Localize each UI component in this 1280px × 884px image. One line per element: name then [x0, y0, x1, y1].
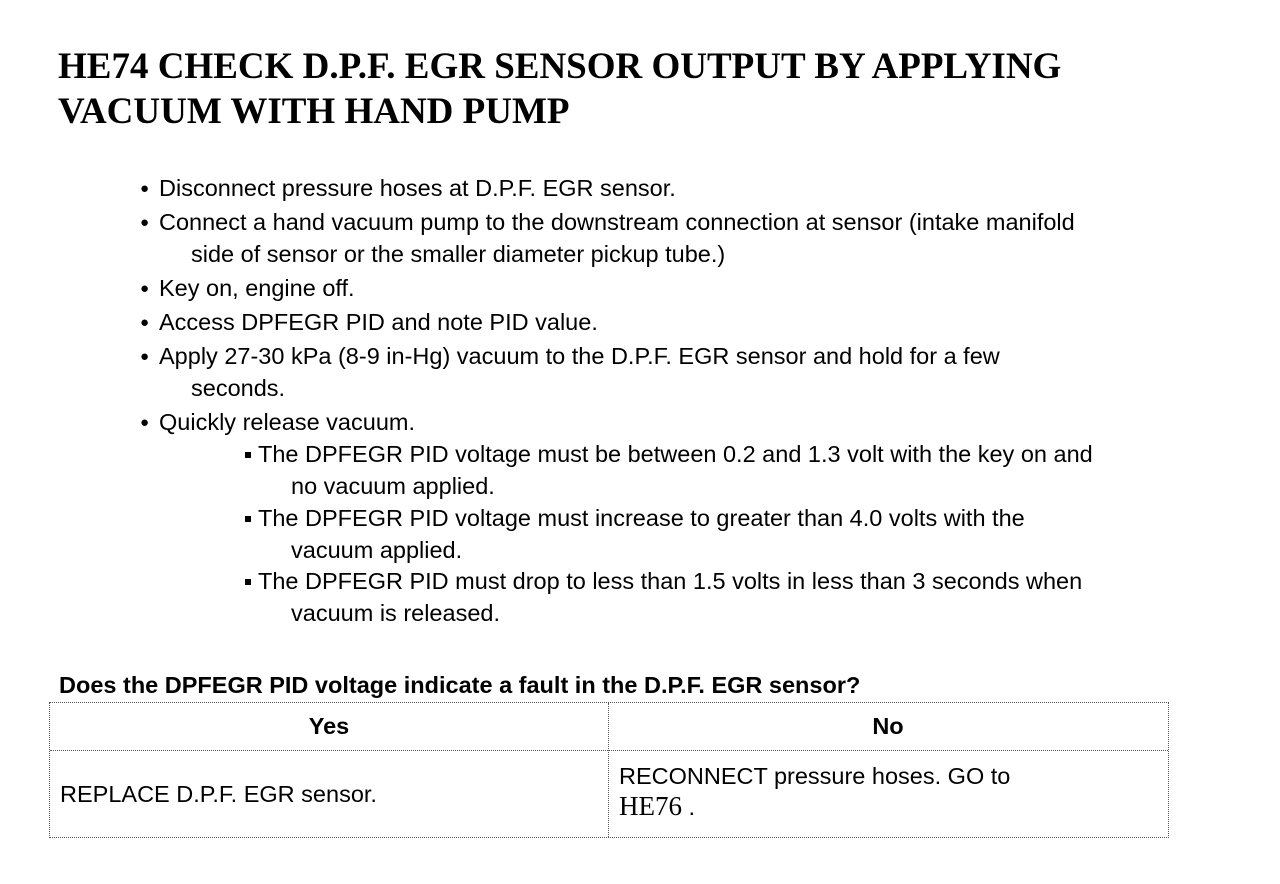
decision-table — [49, 702, 1169, 838]
bullet-icon: ● — [140, 180, 150, 197]
no-cell-goto — [619, 791, 1010, 822]
square-bullet-icon — [245, 579, 251, 585]
page-title — [58, 44, 1238, 134]
step-text: Connect a hand vacuum pump to the downstream connection at sensor (intake manifold — [159, 209, 1075, 235]
substep-text: The DPFEGR PID voltage must increase to greater than 4.0 volts with the — [258, 505, 1025, 531]
bullet-icon: ● — [140, 414, 150, 431]
title-line-2: VACUUM WITH HAND PUMP — [58, 91, 570, 132]
step-text: Quickly release vacuum. — [159, 409, 415, 435]
no-cell-text: RECONNECT pressure hoses. GO to — [619, 763, 1011, 789]
decision-question: Does the DPFEGR PID voltage indicate a fault in the D.P.F. EGR sensor? — [59, 672, 861, 698]
column-divider — [608, 703, 609, 837]
bullet-icon: ● — [140, 280, 150, 297]
step-text: Key on, engine off. — [159, 275, 355, 301]
substep-text: no vacuum applied. — [291, 473, 495, 499]
bullet-icon: ● — [140, 348, 150, 365]
step-text: Access DPFEGR PID and note PID value. — [159, 309, 598, 335]
substep-text: vacuum applied. — [291, 537, 463, 563]
step-text: Apply 27-30 kPa (8-9 in-Hg) vacuum to the D.P.F. EGR sensor and hold for a few — [159, 343, 1000, 369]
substep-text: The DPFEGR PID voltage must be between 0.2 and 1.3 volt with the key on and — [258, 441, 1093, 467]
title-line-1: HE74 CHECK D.P.F. EGR SENSOR OUTPUT BY APPLYING — [58, 46, 1062, 87]
no-header: No — [608, 703, 1168, 751]
yes-header: Yes — [50, 703, 608, 751]
yes-cell: REPLACE D.P.F. EGR sensor. — [60, 781, 377, 807]
substep-text: vacuum is released. — [291, 600, 500, 626]
he76-link[interactable]: HE76 — [619, 791, 682, 821]
substep-text: The DPFEGR PID must drop to less than 1.5 volts in less than 3 seconds when — [258, 568, 1083, 594]
square-bullet-icon — [245, 516, 251, 522]
bullet-icon: ● — [140, 214, 150, 231]
step-text: Disconnect pressure hoses at D.P.F. EGR sensor. — [159, 175, 676, 201]
step-text: seconds. — [191, 375, 286, 401]
bullet-icon: ● — [140, 314, 150, 331]
no-cell — [619, 761, 1010, 822]
step-text: side of sensor or the smaller diameter pickup tube.) — [191, 241, 726, 267]
no-cell-suffix: . — [682, 794, 696, 820]
square-bullet-icon — [245, 452, 251, 458]
